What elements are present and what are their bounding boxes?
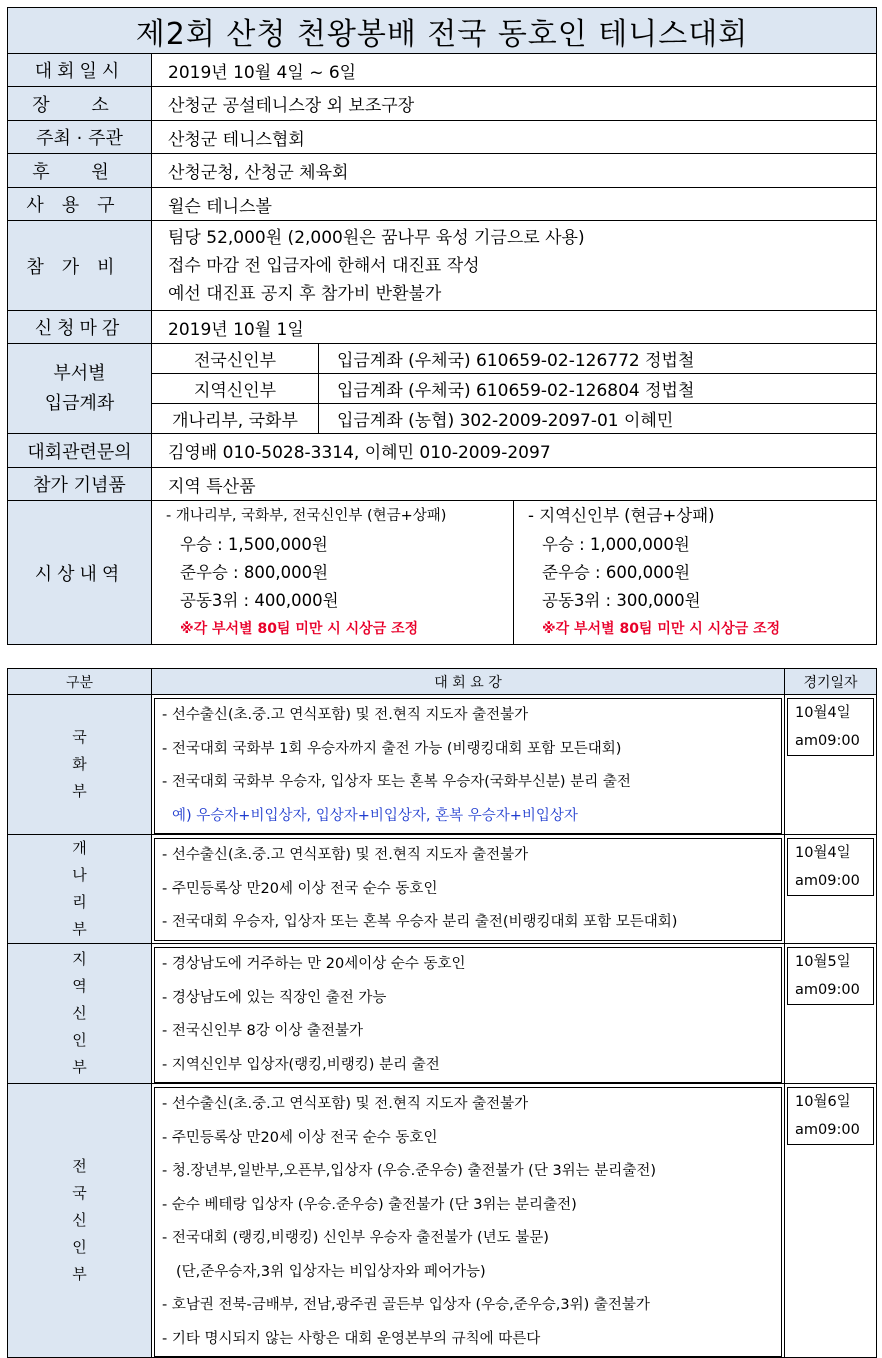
- division-char: 부: [72, 1058, 87, 1076]
- match-date: 10월6일: [795, 1094, 851, 1110]
- account-row: [152, 374, 876, 404]
- division-char: 역: [72, 977, 87, 995]
- host-label: 주최 · 주관: [8, 121, 152, 154]
- division-char: 인: [72, 1031, 87, 1049]
- host-value: 산청군 테니스협회: [152, 121, 877, 154]
- fee-line: 예선 대진표 공지 후 참가비 반환불가: [168, 283, 442, 304]
- account-number: 입금계좌 (우체국) 610659-02-126772 정법철: [319, 344, 877, 374]
- fee-value: [152, 221, 877, 311]
- deadline-label: 신청마감: [8, 311, 152, 344]
- division-char: 신: [72, 1004, 87, 1022]
- division-char: 지: [72, 950, 87, 968]
- division-char: 리: [72, 893, 87, 911]
- division-char: 국: [72, 728, 87, 746]
- division-date: [785, 944, 877, 1084]
- match-time: am09:00: [795, 982, 860, 998]
- division-row: [8, 835, 877, 944]
- rule-line: - 전국신인부 8강 이상 출전불가: [162, 1023, 363, 1039]
- account-number: 입금계좌 (농협) 302-2009-2097-01 이혜민: [337, 411, 674, 431]
- header-date: 경기일자: [785, 669, 877, 695]
- ball-value: 윌슨 테니스볼: [152, 188, 877, 221]
- match-time: am09:00: [795, 733, 860, 749]
- rule-line: - 청.장년부,일반부,오픈부,입상자 (우승.준우승) 출전불가 (단 3위는 분리출전): [162, 1163, 656, 1179]
- date-value: 2019년 10월 4일 ~ 6일: [152, 54, 877, 87]
- match-date: 10월4일: [795, 705, 851, 721]
- contact-label: 대회관련문의: [8, 434, 152, 468]
- rule-example: 예) 우승자+비입상자, 입상자+비입상자, 혼복 우승자+비입상자: [172, 807, 578, 824]
- division-name: [8, 944, 152, 1084]
- prize-left: [152, 501, 514, 645]
- division-char: 화: [72, 755, 87, 773]
- division-char: 전: [72, 1157, 87, 1175]
- prize-line: 우승 : 1,000,000원: [542, 535, 690, 554]
- account-number: 입금계좌 (우체국) 610659-02-126804 정법철: [319, 374, 877, 404]
- rule-line: - 선수출신(초.중.고 연식포함) 및 전.현직 지도자 출전불가: [162, 1096, 529, 1112]
- rules-table: [7, 668, 877, 1358]
- account-division: 지역신인부: [152, 374, 319, 404]
- division-name: [8, 835, 152, 944]
- rule-line: - 전국대회 우승자, 입상자 또는 혼복 우승자 분리 출전(비랭킹대회 포함 모든대회): [162, 914, 678, 930]
- rule-line: - 기타 명시되지 않는 사항은 대회 운영본부의 규칙에 따른다: [162, 1330, 541, 1347]
- venue-label: 장 소: [8, 87, 152, 121]
- division-date: [785, 695, 877, 835]
- rule-line: - 선수출신(초.중.고 연식포함) 및 전.현직 지도자 출전불가: [162, 847, 529, 863]
- date-label: 대회일시: [8, 54, 152, 87]
- header-division: 구분: [8, 669, 152, 695]
- prize-head: - 지역신인부 (현금+상패): [528, 506, 715, 525]
- rule-line: - 선수출신(초.중.고 연식포함) 및 전.현직 지도자 출전불가: [162, 707, 529, 723]
- division-name: [8, 1084, 152, 1358]
- prize-line: 준우승 : 600,000원: [542, 563, 691, 582]
- prize-note: ※각 부서별 80팀 미만 시 시상금 조정: [180, 621, 419, 637]
- prize-label: 시상내역: [8, 501, 152, 645]
- division-name: [8, 695, 152, 835]
- account-row: [152, 404, 876, 434]
- fee-line: 팀당 52,000원 (2,000원은 꿈나무 육성 기금으로 사용): [168, 227, 585, 248]
- division-date: [785, 1084, 877, 1358]
- sponsor-label: 후 원: [8, 154, 152, 188]
- rule-line: - 전국대회 (랭킹,비랭킹) 신인부 우승자 출전불가 (년도 불문): [162, 1230, 549, 1246]
- division-row: [8, 944, 877, 1084]
- division-char: 나: [72, 866, 87, 884]
- venue-value: 산청군 공설테니스장 외 보조구장: [152, 87, 877, 121]
- division-char: 국: [72, 1184, 87, 1202]
- match-time: am09:00: [795, 873, 860, 889]
- division-row: [8, 695, 877, 835]
- rule-line: - 호남권 전북-금배부, 전남,광주권 골든부 입상자 (우승,준우승,3위) 출전불가: [162, 1297, 650, 1313]
- account-label-line: 입금계좌: [44, 392, 115, 414]
- rule-line: - 주민등록상 만20세 이상 전국 순수 동호인: [162, 880, 438, 897]
- division-rules: [152, 944, 785, 1084]
- rule-line: - 지역신인부 입상자(랭킹,비랭킹) 분리 출전: [162, 1056, 440, 1073]
- prize-note: ※각 부서별 80팀 미만 시 시상금 조정: [542, 621, 781, 637]
- match-date: 10월4일: [795, 845, 851, 861]
- rule-line: (단,준우승자,3위 입상자는 비입상자와 페어가능): [176, 1263, 486, 1280]
- prize-line: 우승 : 1,500,000원: [180, 535, 328, 554]
- account-division: 개나리부, 국화부: [152, 404, 319, 434]
- header-rules: 대 회 요 강: [152, 669, 785, 695]
- division-char: 인: [72, 1238, 87, 1256]
- page-title: 제2회 산청 천왕봉배 전국 동호인 테니스대회: [8, 8, 877, 54]
- division-char: 부: [72, 920, 87, 938]
- prize-line: 준우승 : 800,000원: [180, 563, 329, 582]
- division-rules: [152, 1084, 785, 1358]
- rule-line: - 전국대회 국화부 우승자, 입상자 또는 혼복 우승자(국화부신분) 분리 출전: [162, 774, 631, 790]
- souvenir-value: 지역 특산품: [152, 468, 877, 501]
- match-time: am09:00: [795, 1122, 860, 1138]
- division-row: [8, 1084, 877, 1358]
- division-char: 부: [72, 782, 87, 800]
- fee-label: 참가비: [8, 221, 152, 311]
- deadline-value: 2019년 10월 1일: [152, 311, 877, 344]
- ball-label: 사용구: [8, 188, 152, 221]
- account-label-line: 부서별: [53, 362, 106, 384]
- info-table: [7, 7, 877, 645]
- match-date: 10월5일: [795, 954, 851, 970]
- division-char: 신: [72, 1211, 87, 1229]
- rule-line: - 경상남도에 거주하는 만 20세이상 순수 동호인: [162, 956, 466, 972]
- account-list: [152, 344, 877, 434]
- fee-line: 접수 마감 전 입금자에 한해서 대진표 작성: [168, 255, 480, 276]
- contact-value: 김영배 010-5028-3314, 이혜민 010-2009-2097: [152, 434, 877, 468]
- prize-head: - 개나리부, 국화부, 전국신인부 (현금+상패): [166, 508, 447, 524]
- prize-line: 공동3위 : 400,000원: [180, 591, 339, 610]
- account-label: [8, 344, 152, 434]
- prize-right: [514, 501, 877, 645]
- rule-line: - 경상남도에 있는 직장인 출전 가능: [162, 989, 387, 1006]
- account-row: [152, 344, 876, 374]
- division-date: [785, 835, 877, 944]
- prize-line: 공동3위 : 300,000원: [542, 591, 701, 610]
- rule-line: - 순수 베테랑 입상자 (우승.준우승) 출전불가 (단 3위는 분리출전): [162, 1196, 577, 1213]
- division-rules: [152, 695, 785, 835]
- division-char: 부: [72, 1265, 87, 1283]
- rule-line: - 주민등록상 만20세 이상 전국 순수 동호인: [162, 1129, 438, 1146]
- sponsor-value: 산청군청, 산청군 체육회: [152, 154, 877, 188]
- division-rules: [152, 835, 785, 944]
- rule-line: - 전국대회 국화부 1회 우승자까지 출전 가능 (비랭킹대회 포함 모든대회): [162, 740, 622, 757]
- souvenir-label: 참가 기념품: [8, 468, 152, 501]
- division-char: 개: [72, 839, 87, 857]
- account-division: 전국신인부: [152, 344, 319, 374]
